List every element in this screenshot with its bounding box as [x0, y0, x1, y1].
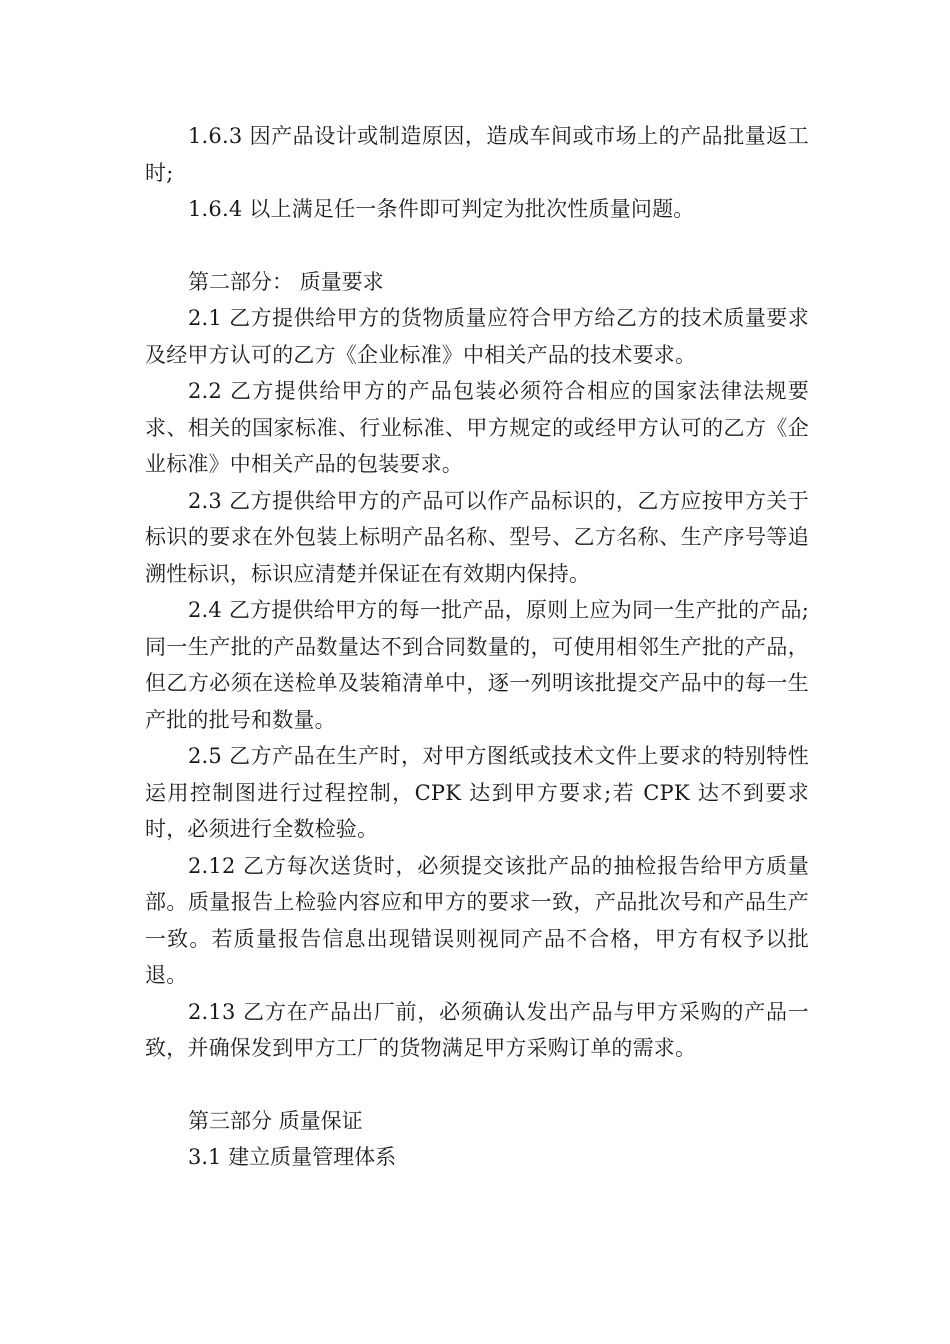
paragraph-2-4: 2.4 乙方提供给甲方的每一批产品，原则上应为同一生产批的产品;同一生产批的产品数量达不到合同数量的，可使用相邻生产批的产品，但乙方必须在送检单及装箱清单中，逐一列明该批提交产品中的每一生产批的批号和数量。 — [145, 598, 809, 732]
paragraph-2-13: 2.13 乙方在产品出厂前，必须确认发出产品与甲方采购的产品一致，并确保发到甲方工厂的货物满足甲方采购订单的需求。 — [145, 999, 809, 1060]
paragraph-2-2: 2.2 乙方提供给甲方的产品包装必须符合相应的国家法律法规要求、相关的国家标准、行业标准、甲方规定的或经甲方认可的乙方《企业标准》中相关产品的包装要求。 — [145, 379, 809, 476]
paragraph-2-12: 2.12 乙方每次送货时，必须提交该批产品的抽检报告给甲方质量部。质量报告上检验内容应和甲方的要求一致，产品批次号和产品生产一致。若质量报告信息出现错误则视同产品不合格，甲方有权予以批退。 — [145, 853, 809, 987]
document-page — [145, 118, 809, 1176]
paragraph-1-6-4: 1.6.4 以上满足任一条件即可判定为批次性质量问题。 — [188, 197, 695, 221]
paragraph-3-1: 3.1 建立质量管理体系 — [188, 1145, 397, 1169]
section-gap — [145, 1067, 809, 1103]
paragraph-2-1: 2.1 乙方提供给甲方的货物质量应符合甲方给乙方的技术质量要求及经甲方认可的乙方《企业标准》中相关产品的技术要求。 — [145, 306, 809, 367]
section-gap — [145, 228, 809, 264]
paragraph-1-6-3: 1.6.3 因产品设计或制造原因，造成车间或市场上的产品批量返工时; — [145, 124, 809, 185]
paragraph-2-5: 2.5 乙方产品在生产时，对甲方图纸或技术文件上要求的特别特性运用控制图进行过程控制，CPK 达到甲方要求;若 CPK 达不到要求时，必须进行全数检验。 — [145, 744, 809, 841]
section-2-heading: 第二部分： 质量要求 — [188, 269, 384, 294]
section-3-heading: 第三部分 质量保证 — [188, 1108, 363, 1133]
paragraph-2-3: 2.3 乙方提供给甲方的产品可以作产品标识的，乙方应按甲方关于标识的要求在外包装上标明产品名称、型号、乙方名称、生产序号等追溯性标识，标识应清楚并保证在有效期内保持。 — [145, 488, 809, 586]
